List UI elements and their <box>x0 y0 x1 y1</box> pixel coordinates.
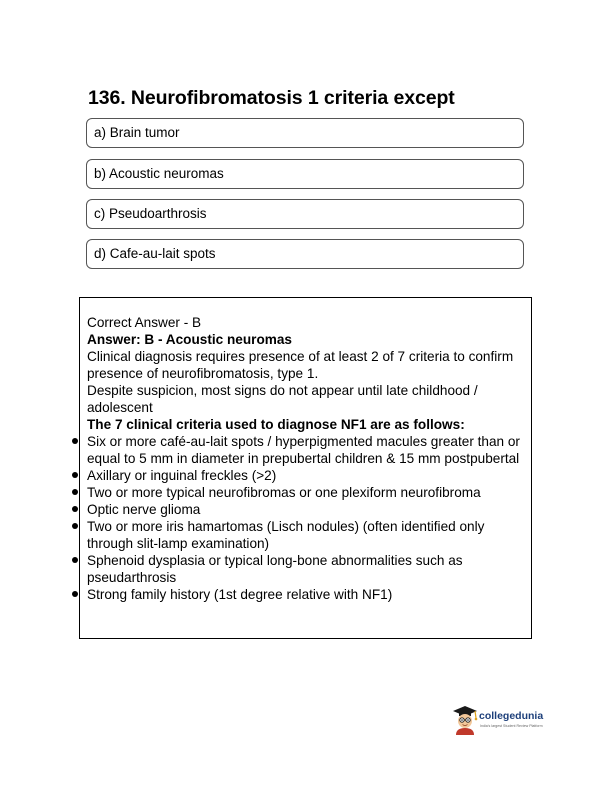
bullet-icon <box>72 523 78 529</box>
criteria-list <box>87 433 527 603</box>
question-text: Neurofibromatosis 1 criteria except <box>130 87 455 109</box>
question-title <box>88 87 455 110</box>
graduate-mascot-icon <box>452 705 478 735</box>
option-d[interactable]: d) Cafe-au-lait spots <box>86 239 524 269</box>
bullet-icon <box>72 438 78 444</box>
criteria-item: Two or more iris hamartomas (Lisch nodules) (often identified only through slit-lamp examination) <box>87 518 527 552</box>
criteria-item: Optic nerve glioma <box>87 501 527 518</box>
answer-line: Answer: B - Acoustic neuromas <box>87 332 292 347</box>
criteria-item: Axillary or inguinal freckles (>2) <box>87 467 527 484</box>
criteria-item: Sphenoid dysplasia or typical long-bone abnormalities such as pseudarthrosis <box>87 552 527 586</box>
criteria-heading: The 7 clinical criteria used to diagnose NF1 are as follows: <box>87 417 465 432</box>
criteria-item: Strong family history (1st degree relative with NF1) <box>87 586 527 603</box>
bullet-icon <box>72 489 78 495</box>
criteria-item: Two or more typical neurofibromas or one plexiform neurofibroma <box>87 484 527 501</box>
option-a[interactable]: a) Brain tumor <box>86 118 524 148</box>
bullet-icon <box>72 506 78 512</box>
collegedunia-logo <box>452 705 552 735</box>
explanation-paragraph-2: Despite suspicion, most signs do not appear until late childhood / adolescent <box>87 383 478 415</box>
answer-explanation <box>87 314 527 603</box>
correct-answer-line: Correct Answer - B <box>87 315 202 330</box>
explanation-paragraph-1: Clinical diagnosis requires presence of at least 2 of 7 criteria to confirm presence of neurofibromatosis, type 1. <box>87 349 514 381</box>
question-number: 136. <box>88 87 126 109</box>
bullet-icon <box>72 557 78 563</box>
bullet-icon <box>72 591 78 597</box>
bullet-icon <box>72 472 78 478</box>
logo-text: collegedunia <box>479 710 544 722</box>
logo-tagline: India's largest Student Review Platform <box>480 724 543 728</box>
option-b[interactable]: b) Acoustic neuromas <box>86 159 524 189</box>
criteria-item: Six or more café-au-lait spots / hyperpigmented macules greater than or equal to 5 mm in diameter in prepubertal children & 15 mm postpubertal <box>87 433 527 467</box>
option-c[interactable]: c) Pseudoarthrosis <box>86 199 524 229</box>
